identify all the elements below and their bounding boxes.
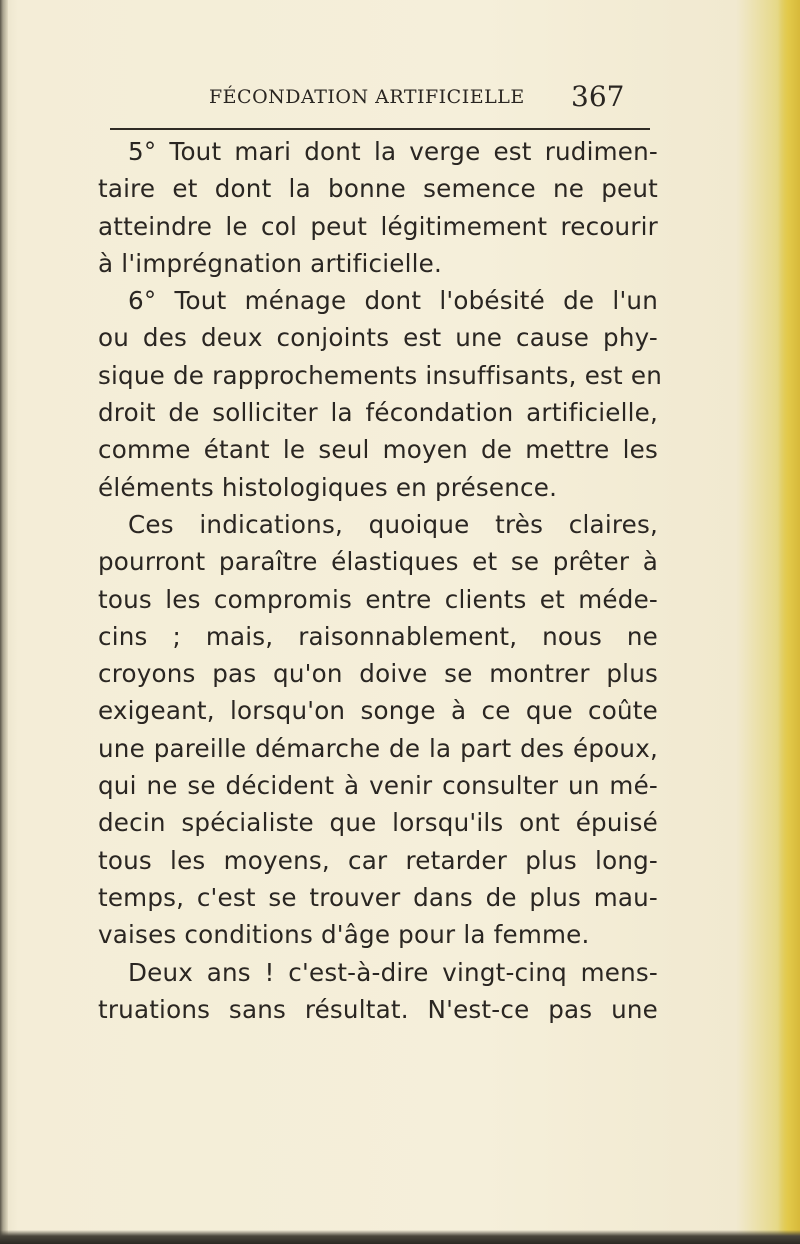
text-line: croyons pas qu'on doive se montrer plus (98, 659, 658, 689)
body-text (98, 133, 663, 1028)
text-line: droit de solliciter la fécondation artificielle, (98, 398, 658, 428)
text-line: atteindre le col peut légitimement recourir (98, 211, 658, 241)
page-number: 367 (571, 80, 625, 113)
text-line: truations sans résultat. N'est-ce pas une (98, 994, 658, 1024)
text-line: vaises conditions d'âge pour la femme. (98, 920, 590, 950)
text-line: pourront paraître élastiques et se prêter à (98, 547, 658, 577)
header-rule (110, 128, 650, 130)
text-line: une pareille démarche de la part des époux, (98, 733, 658, 763)
text-line: tous les moyens, car retarder plus long- (98, 845, 658, 875)
page-right-edge (778, 0, 800, 1244)
text-line: taire et dont la bonne semence ne peut (98, 174, 658, 204)
text-line: sique de rapprochements insuffisants, est en (98, 360, 663, 390)
text-line: qui ne se décident à venir consulter un mé- (98, 771, 658, 801)
text-line: cins ; mais, raisonnablement, nous ne (98, 621, 658, 651)
text-line: éléments histologiques en présence. (98, 472, 558, 502)
page-header (209, 80, 649, 126)
text-line: Deux ans ! c'est-à-dire vingt-cinq mens- (128, 957, 658, 987)
text-line: decin spécialiste que lorsqu'ils ont épuisé (98, 808, 658, 838)
text-line: 6° Tout ménage dont l'obésité de l'un (128, 286, 658, 316)
text-line: exigeant, lorsqu'on songe à ce que coûte (98, 696, 658, 726)
text-line: ou des deux conjoints est une cause phy- (98, 323, 658, 353)
page-left-edge (0, 0, 8, 1244)
text-line: temps, c'est se trouver dans de plus mau- (98, 882, 658, 912)
text-line: 5° Tout mari dont la verge est rudimen- (128, 137, 658, 166)
text-line: à l'imprégnation artificielle. (98, 248, 443, 278)
running-title: FÉCONDATION ARTIFICIELLE (209, 86, 525, 108)
text-line: tous les compromis entre clients et méde- (98, 584, 658, 614)
page-bottom-edge (0, 1230, 800, 1244)
text-line: comme étant le seul moyen de mettre les (98, 435, 658, 465)
text-line: Ces indications, quoique très claires, (128, 509, 658, 539)
